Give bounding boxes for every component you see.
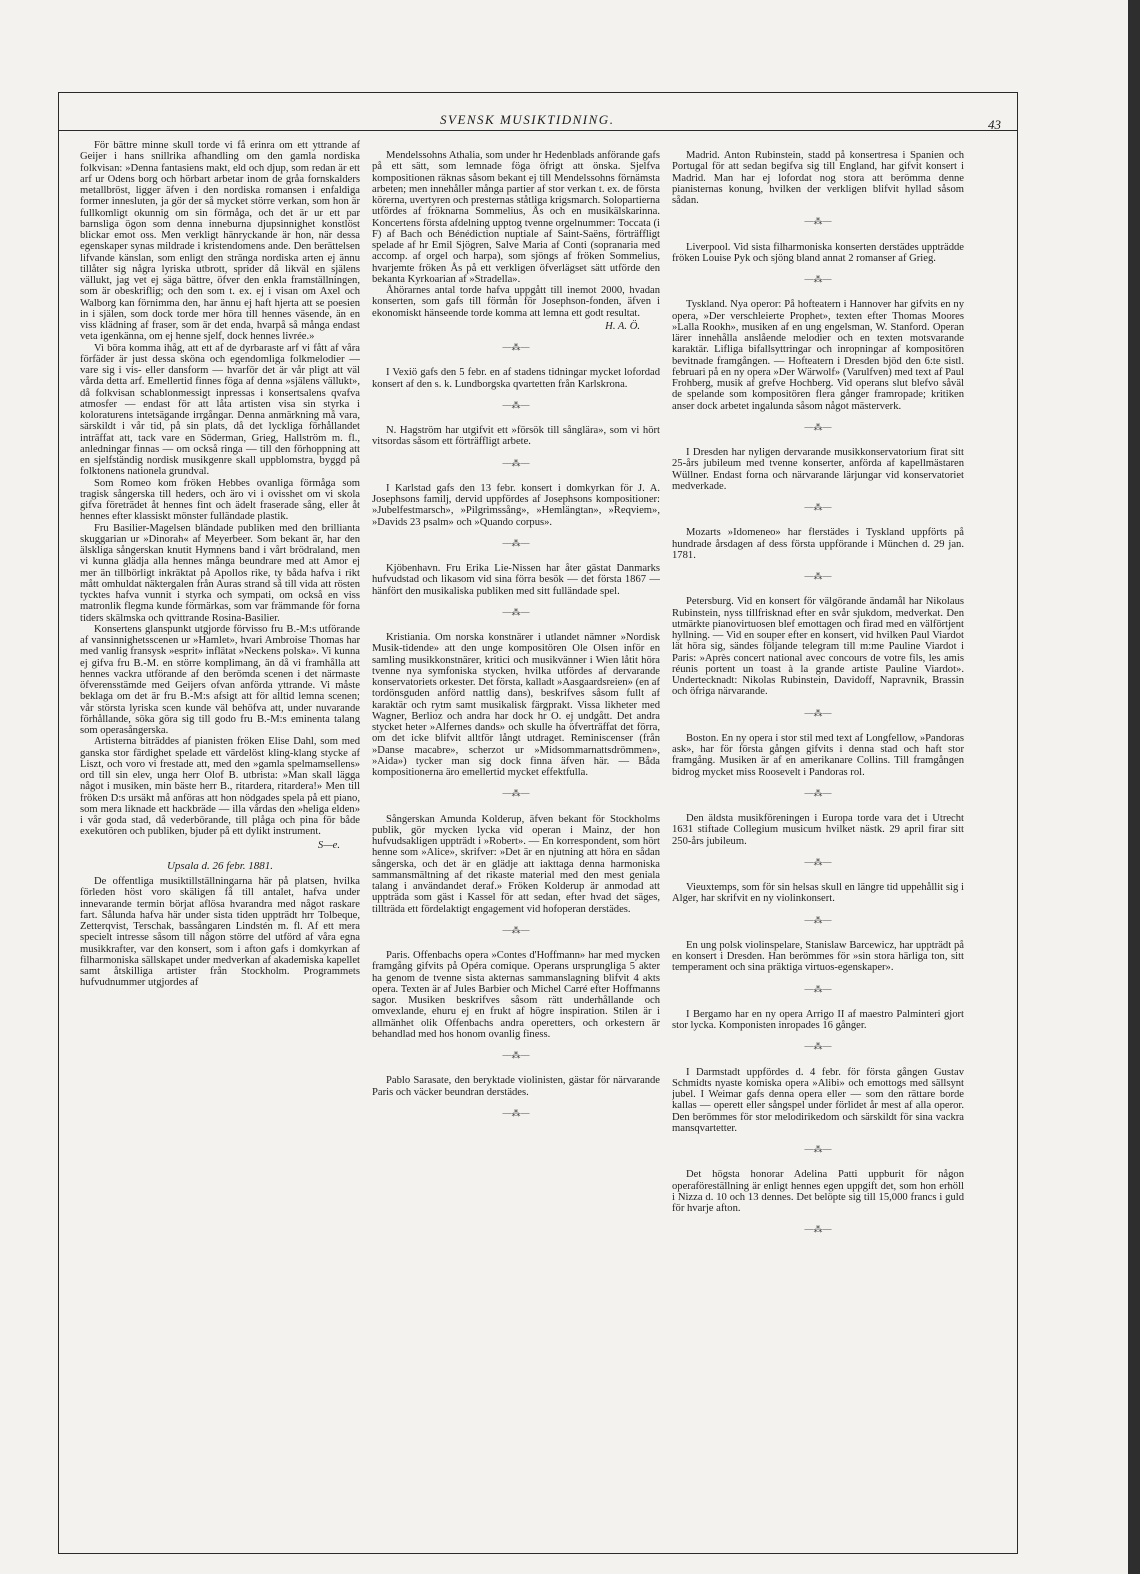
paragraph: Som Romeo kom fröken Hebbes ovanliga förmåga som tragisk sångerska till heders, och äro vi i ovisshet om vi skola gifva företrädet åt hennes fint och ädelt fraserade sång, eller åt hennes efter klassiskt mönster fulländade plastik. <box>80 477 360 523</box>
news-item: Petersburg. Vid en konsert för välgörande ändamål har Nikolaus Rubinstein, nyss tillfrisknad efter en svår sjukdom, medverkat. Den utmärkte pianovirtuosen blef emottagen och firad med en välförtjent hyllning. — Vid en souper efter en konsert, vid hvilken Paul Viardot lät höra sig, sändes följande telegram till m:me Pauline Viardot i Paris: »Après concert national avec concours de votre fils, les amis réunis portent un toast à la grande artiste Pauline Viardot». Undertecknadt: Nikolas Rubinstein, Davidoff, Napravnik, Brassin och öfriga närvarande. <box>672 596 964 698</box>
news-item: Den äldsta musikföreningen i Europa torde vara det i Utrecht 1631 stiftade Collegium musicum hvilket nästk. 29 april firar sitt 250-års jubileum. <box>672 813 964 847</box>
section-separator: —⁂— <box>502 924 530 935</box>
author-signature: H. A. Ö. <box>605 320 640 332</box>
section-separator: —⁂— <box>502 788 530 799</box>
news-item: Madrid. Anton Rubinstein, stadd på konsertresa i Spanien och Portugal för att sedan begifva sig till England, har gifvit konsert i Madrid. Man har ej lofordat nog stora att berömma denne pianisternas konung, hvilken der verkligen blifvit hyllad såsom sådan. <box>672 150 964 206</box>
paragraph: Fru Basilier-Magelsen bländade publiken med den brillianta skuggarian ur »Dinorah« af Meyerbeer. Som bekant är, har den älskliga sångerskan knutit Hymnens band i vårt brödraland, men vi kunna glädja alla hennes många beundrare med att Amor ej mer än tillbörligt inkräktat på Apollos rike, ty båda hafva i rikt mått omhuldat näktergalen från Auras strand så till vida att rösten tycktes hafva vunnit i styrka och sympati, om också en viss matronlik flegma kunde förmärkas, som var främmande för forna tiders skälmska och qvittrande Rosina-Basilier. <box>80 522 360 624</box>
section-separator: —⁂— <box>804 1224 832 1235</box>
news-item: I Dresden har nyligen dervarande musikkonservatorium firat sitt 25-års jubileum med tvenne konserter, anförda af kapellmästaren Wüllner. Endast forna och närvarande lärjungar vid konservatoriet medverkade. <box>672 447 964 492</box>
section-separator: —⁂— <box>502 537 530 548</box>
section-separator: —⁂— <box>804 274 832 284</box>
section-separator: —⁂— <box>804 216 832 227</box>
section-separator: —⁂— <box>804 856 832 867</box>
section-separator: —⁂— <box>502 457 530 468</box>
section-separator: —⁂— <box>804 983 832 994</box>
section-separator: —⁂— <box>502 1107 530 1118</box>
paragraph: Konsertens glanspunkt utgjorde förvisso fru B.-M:s utförande af vansinnighetsscenen ur »Hamlet», hvari Ambroise Thomas har med vanlig fransysk »esprit» inflätat »Neckens polska». Vi kunna ej gifva fru B.-M. en större komplimang, än då vi framhålla att hennes vackra utförande af den berömda scenen i det närmaste öfverensstämde med Geijers ofvan anförda yttrande. Vi måste beklaga om det är fru B.-M:s afsigt att för alltid lemna scenen; vår största lyriska scen kunde väl behöfva att, under nuvarande förhållande, söka göra sig till godo fru B.-M:s eminenta talang som operasångerska. <box>80 623 360 736</box>
news-item: En ung polsk violinspelare, Stanislaw Barcewicz, har uppträdt på en konsert i Dresden. Han berömmes för »sin stora härliga ton, sitt temperament och sina präktiga virtuos-egenskaper». <box>672 939 964 974</box>
news-item: I Karlstad gafs den 13 febr. konsert i domkyrkan för J. A. Josephsons familj, dervid uppfördes af Josephsons kompositioner: »Jubelfestmarsch», »Pilgrimssång», »Hemlängtan», »Reqviem», »Davids 23 psalm» och »Quando corpus». <box>372 482 660 528</box>
news-item: Kjöbenhavn. Fru Erika Lie-Nissen har åter gästat Danmarks hufvudstad och likasom vid sina förra besök — det första 1867 — hänfört den musikaliska publiken med sitt fulländade spel. <box>372 563 660 597</box>
column-middle <box>372 150 660 1550</box>
paragraph: Åhörarnes antal torde hafva uppgått till inemot 2000, hvadan konserten, som gafs till förmån för Josephson-fonden, äfven i ekonomiskt hänseende torde komma att lemna ett godt resultat. <box>372 285 660 319</box>
news-item: Pablo Sarasate, den beryktade violinisten, gästar för närvarande Paris och väcker beundran derstädes. <box>372 1075 660 1098</box>
news-item: Mozarts »Idomeneo» har flerstädes i Tyskland uppförts på hundrade årsdagen af dess första uppförande i München d. 29 jan. 1781. <box>672 527 964 561</box>
section-separator: —⁂— <box>502 342 530 352</box>
page-number: 43 <box>988 117 1001 132</box>
paragraph: Mendelssohns Athalia, som under hr Hedenblads anförande gafs på ett sätt, som lemnade föga öfrigt att önska. Sjelfva kompositionen räknas såsom bekant ej till Mendelssohns förnämsta arbeten; men innehåller många partier af stor verkan t. ex. de första körerna, uvertyren och presternas ståtliga krigsmarch. Solopartierna utfördes af fröknarna Sommelius, Ås och en musikälskarinna. Koncertens första afdelning upptog tvenne orgelnummer: Toccata (i F) af Bach och Bénédiction nuptiale af Saint-Saëns, förträffligt spelade af hr Emil Sjögren, Salve Maria af Conti (sopranaria med accomp. af orgel och harpa), som sjöngs af fröken Sommelius, hvarjemte fröken Ås på ett verkligen öfverlägset sätt utförde den bekanta Kyrkoarian af »Stradella». <box>372 150 660 285</box>
paragraph: Vi böra komma ihåg, att ett af de dyrbaraste arf vi fått af våra förfäder är just dessa sköna och egendomliga folkmelodier — vare sig i vis- eller dansform — hvarför det är vår pligt att väl vårda detta arf. Emellertid finnes föga af denna »själens vällukt», då folkvisan schablonmessigt inpressas i konsertsalens qvafva atmosfer — endast för att låta artisten visa sin styrka i koloraturens intetsägande irrgångar. Denna anmärkning må vara, särskildt i vår tid, på sin plats, då det lyckliga förhållandet inträffat att, tack vare en Söderman, Grieg, Hallström m. fl., anledningar finnas — om också ringa — till den förhoppning att en sjelfständig nordisk musikgenre skall uppblomstra, byggd på folktonens nationela grundval. <box>80 342 360 478</box>
paragraph: De offentliga musiktillställningarna här på platsen, hvilka förleden höst voro skäligen få till antalet, hafva under innevarande termin börjat aflösa hvarandra med något raskare fart. Sålunda hafva här under sista tiden uppträdt hrr Tolbeque, Zetterqvist, Terschak, bassångaren Lindstén m. fl. Af ett mera specielt intresse såsom till någon större del utförd af våra egna musikkrafter, var den konsert, som i afton gafs i domkyrkan af filharmoniska sällskapet under medverkan af akademiska kapellet samt åtskilliga artister från Stockholm. Programmets hufvudnummer utgjordes af <box>80 876 360 989</box>
news-item: Boston. En ny opera i stor stil med text af Longfellow, »Pandoras ask», har för första gången gifvits i denna stad och haft stor framgång. Musiken är af en amerikanare Collins. Till framgången bidrog mycket miss Roosevelt i Pandoras rol. <box>672 732 964 778</box>
section-separator: —⁂— <box>502 399 530 410</box>
news-item: Tyskland. Nya operor: På hofteatern i Hannover har gifvits en ny opera, »Der verschleierte Prophet», texten efter Thomas Moores »Lalla Rookh», musiken af en ung engelsman, W. Stanford. Operan lärer innehålla anslående melodier och en texten motsvarande karaktär. Lifliga bifallsyttringar och inropningar af kompositören bevitnade framgången. — Hofteatern i Dresden bjöd den 6:te sistl. februari på en ny opera »Der Wärwolf» (Varulfven) med text af Paul Frohberg, musik af grefve Hochberg. Vid operans slut blefvo såväl de spelande som kompositören flera gånger framropade; kritiken anser dock arbetet ingalunda såsom något mästerverk. <box>672 299 964 412</box>
news-item: Liverpool. Vid sista filharmoniska konserten derstädes uppträdde fröken Louise Pyk och sjöng bland annat 2 romanser af Grieg. <box>672 241 964 264</box>
section-separator: —⁂— <box>804 502 832 512</box>
news-item: I Bergamo har en ny opera Arrigo II af maestro Palminteri gjort stor lycka. Komponisten inropades 16 gånger. <box>672 1008 964 1031</box>
news-item: N. Hagström har utgifvit ett »försök till sånglära», som vi hört vitsordas såsom ett förträffligt arbete. <box>372 425 660 448</box>
section-separator: —⁂— <box>804 1041 832 1052</box>
paragraph: Artisterna biträddes af pianisten fröken Elise Dahl, som med ganska stor färdighet spelade ett värdelöst kling-klang stycke af Liszt, och voro vi frestade att, med den »gamla spelmamsellens» ord till sin elev, unga herr Olof B. utbrista: »Man skall lägga något i musiken, min bäste herr B., ritardera, ritardera!» Men till fröken D:s ursäkt må anföras att hon nödgades spela på ett piano, som mera liknade ett hackbräde — illa vårdas den »heliga elden» i vår goda stad, då vederbörande, till plåga och pina för både exekutören och publiken, bjuder på ett dylikt instrument. <box>80 736 360 838</box>
section-separator: —⁂— <box>804 914 832 925</box>
news-item: I Darmstadt uppfördes d. 4 febr. för första gången Gustav Schmidts nyaste komiska opera »Alibi» och emottogs med sällsynt jubel. I Weimar gafs denna opera eller — som den rättare borde kallas — operett eller sångspel under förlidet år mest af alla operor. Den berömmes för stor melodirikedom och särskildt för sina vackra mansqvartetter. <box>672 1066 964 1134</box>
section-separator: —⁂— <box>804 1144 832 1154</box>
section-separator: —⁂— <box>502 1050 530 1060</box>
running-title: SVENSK MUSIKTIDNING. <box>440 112 615 127</box>
section-separator: —⁂— <box>804 787 832 798</box>
author-signature: S—e. <box>317 839 340 851</box>
section-separator: —⁂— <box>804 421 832 432</box>
section-separator: —⁂— <box>502 606 530 617</box>
news-item: Paris. Offenbachs opera »Contes d'Hoffmann» har med mycken framgång gifvits på Opéra comique. Operans ursprungliga 5 akter ha genom de tvenne sista akternas sammanslagning blifvit 4 akts opera. Texten är af Jules Barbier och Michel Carré efter Hoffmanns sagor. Musiken beskrifves såsom rätt underhållande och omvexlande, ehuru ej en frukt af högre inspiration. Stilen är i allmänhet olik Offenbachs andra operetters, och orkestern är behandlad med hos honom ovanlig finess. <box>372 950 660 1040</box>
section-separator: —⁂— <box>804 571 832 581</box>
column-right <box>672 150 964 1550</box>
news-item: Sångerskan Amunda Kolderup, äfven bekant för Stockholms publik, gör mycken lycka vid operan i Mainz, der hon hufvudsakligen uppträdt i »Robert». — En korrespondent, som hört henne som »Alice», skrifver: »Det är en njutning att höra en sådan sångerska, och det är en glädje att iakttaga denna harmoniska sammansmältning af det rikaste material med den mest geniala talang i användandet deraf.» Fröken Kolderup är anmodad att uppträda som gäst i Kassel för att sedan, efter hvad det säges, tillträda ett fördelaktigt engagement vid hofoperan derstädes. <box>372 813 660 915</box>
header-rule <box>58 130 1018 131</box>
column-left <box>80 140 360 1540</box>
news-item: Vieuxtemps, som för sin helsas skull en längre tid uppehållit sig i Alger, har skrifvit en ny violinkonsert. <box>672 882 964 905</box>
page-edge-shadow <box>1128 0 1140 1574</box>
news-item: Kristiania. Om norska konstnärer i utlandet nämner »Nordisk Musik-tidende» att den unge kompositören Ole Olsen inför en samling musikkonstnärer, kritici och musikvänner i Wien låtit höra tvenne nya symfoniska stycken, hvilka utfördes af dervarande konservatoriets orkester. Det första, kalladt »Aasgaardsreien» (en af tordönsguden anförd nattlig dans), beskrifves såsom fullt af karaktär och rytm samt musikalisk färgprakt. Vissa likheter med Wagner, Berlioz och andra har dock hr O. ej undgått. Det andra stycket heter »Alfernes dands» och skulle ha öfverträffat det förra, om det icke blifvit alltför långt utdraget. Reminiscenser (från »Danse macabre», scherzot ur »Midsommarnattsdrömmen», »Aida») tycker man sig dock finna äfven här. — Båda kompositionerna äro emellertid mycket effektfulla. <box>372 632 660 778</box>
news-item: I Vexiö gafs den 5 febr. en af stadens tidningar mycket lofordad konsert af den s. k. Lundborgska qvartetten från Karlskrona. <box>372 367 660 390</box>
paragraph: För bättre minne skull torde vi få erinra om ett yttrande af Geijer i hans snillrika afhandling om den gamla nordiska folkvisan: »Denna fantasiens makt, eld och djup, som redan är ett arf ur Odens borg och hörbart arbetar inom de gråa fornskalders metallbröst, ligger äfven i den nordiska romansen i enfaldiga former innesluten, ja gör der så mycket större verkan, som hon är fullkomligt okunnig om sin förmåga, och det är ur ett par barnsliga ögon som denna inneburna djupsinnighet konstlöst blickar emot oss. Men verkligt hänryckande är hon, när dessa egenskaper synas mildrade i kristendomens ande. Den berättelsen lifvande känslan, som enligt den stränga nordiska arten ej ännu tillåter sig några lyriska utbrott, sprider då likväl en själens vällukt, jag vet ej säga bättre, öfver den enkla framställningen, som är obeskriflig; och den som t. ex. ej i visan om Axel och Walborg kan förnimma den, har ännu ej haft hjerta att se poesien in i själen, som dock torde mer höra till hennes väsende, än en viss klädning af fraser, som är det enda, hvarpå så många endast veta igenkänna, om ej henne sjelf, dock hennes livrée.» <box>80 140 360 343</box>
dateline: Upsala d. 26 febr. 1881. <box>166 859 274 872</box>
news-item: Det högsta honorar Adelina Patti uppburit för någon operaföreställning är enligt hennes egen uppgift det, som hon erhöll i Nizza d. 10 och 13 dennes. Det belöpte sig till 15,000 francs i guld för hvarje afton. <box>672 1169 964 1214</box>
section-separator: —⁂— <box>804 707 832 718</box>
